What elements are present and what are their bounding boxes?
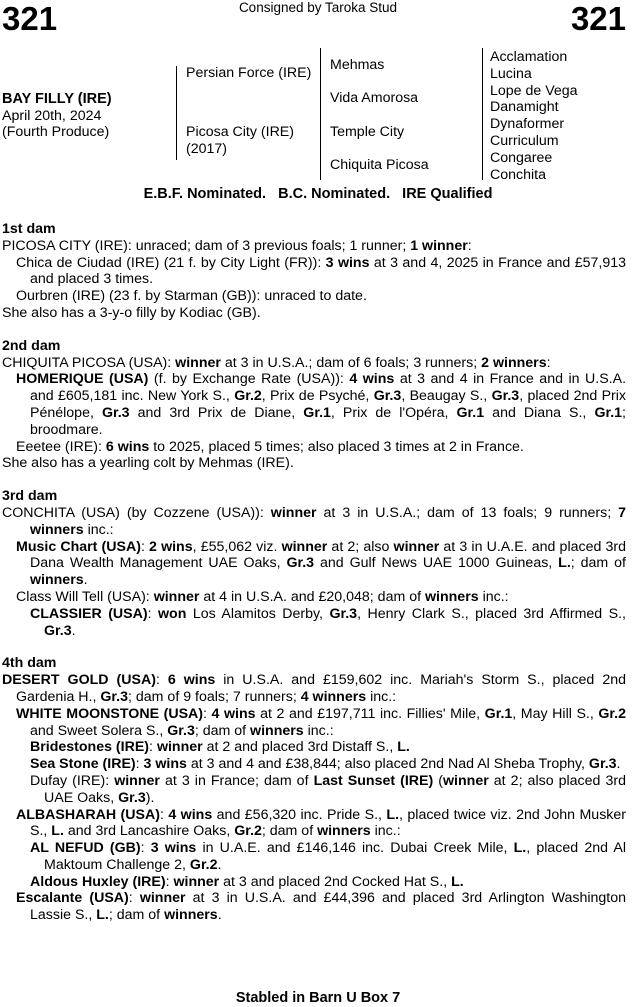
section-heading-1st-dam: 1st dam bbox=[2, 221, 56, 237]
horse-dob: April 20th, 2024 bbox=[2, 108, 102, 124]
produce-entry: WHITE MOONSTONE (USA): 4 wins at 2 and £197,711 inc. Fillies' Mile, Gr.1, May Hill S., Gr.2 and Sweet Solera S., Gr.3; dam of winners inc.: bbox=[16, 705, 626, 739]
produce-entry: AL NEFUD (GB): 3 wins in U.A.E. and £146,146 inc. Dubai Creek Mile, L., placed 2nd Al Maktoum Challenge 2, Gr.2. bbox=[30, 840, 627, 873]
produce-entry: Sea Stone (IRE): 3 wins at 3 and 4 and £38,844; also placed 2nd Nad Al Sheba Trophy, Gr.3. bbox=[30, 756, 621, 773]
produce-entry: HOMERIQUE (USA) (f. by Exchange Rate (USA)): 4 wins at 3 and 4 in France and in U.S.A. and £605,181 inc. New York S., Gr.2, Prix de Psyché, Gr.3, Beaugay S., Gr.3, placed 2nd Prix Pénélope, Gr.3 and 3rd Prix de Diane, Gr.1, Prix de l'Opéra, Gr.1 and Diana S., Gr.1; broodmare. bbox=[16, 371, 627, 438]
produce-entry: Eeetee (IRE): 6 wins to 2025, placed 5 times; also placed 3 times at 2 in France. bbox=[16, 438, 524, 455]
produce-entry: She also has a 3-y-o filly by Kodiac (GB). bbox=[2, 304, 261, 321]
produce-entry: Dufay (IRE): winner at 3 in France; dam of Last Sunset (IRE) (winner at 2; also placed 3rd UAE Oaks, Gr.3). bbox=[30, 772, 626, 806]
pedigree-line-1 bbox=[176, 66, 177, 160]
consignor: Consigned by Taroka Stud bbox=[238, 0, 398, 15]
pedigree-line-3 bbox=[482, 48, 483, 180]
gen3-item: Acclamation bbox=[490, 49, 568, 65]
lot-number-right: 321 bbox=[570, 0, 626, 37]
dam-entry: CHIQUITA PICOSA (USA): winner at 3 in U.S.A.; dam of 6 foals; 3 runners; 2 winners: bbox=[2, 354, 551, 371]
lot-number-left: 321 bbox=[2, 0, 58, 37]
pedigree-dam-dam: Chiquita Picosa bbox=[330, 157, 429, 173]
pedigree-dam-sire: Temple City bbox=[330, 124, 405, 140]
catalogue-body bbox=[2, 221, 626, 924]
pedigree-sire-dam: Vida Amorosa bbox=[330, 90, 419, 106]
pedigree-line-2 bbox=[320, 48, 321, 180]
produce-entry: Bridestones (IRE): winner at 2 and placed 3rd Distaff S., L. bbox=[30, 739, 410, 756]
produce-entry: Chica de Ciudad (IRE) (21 f. by City Light (FR)): 3 wins at 3 and 4, 2025 in France and £57,913 and placed 3 times. bbox=[16, 254, 626, 288]
gen3-item: Curriculum bbox=[490, 132, 559, 149]
section-heading-2nd-dam: 2nd dam bbox=[2, 337, 61, 354]
section-heading-4th-dam: 4th dam bbox=[2, 655, 57, 672]
dam-entry: DESERT GOLD (USA): 6 wins in U.S.A. and £159,602 inc. Mariah's Storm S., placed 2nd Gardenia H., Gr.3; dam of 9 foals; 7 runners; 4 winners inc.: bbox=[2, 672, 626, 705]
produce-entry: ALBASHARAH (USA): 4 wins and £56,320 inc. Pride S., L., placed twice viz. 2nd John Musker S., L. and 3rd Lancashire Oaks, Gr.2; dam of winners inc.: bbox=[16, 806, 626, 840]
pedigree-sire: Persian Force (IRE) bbox=[186, 65, 312, 81]
section-heading-3rd-dam: 3rd dam bbox=[2, 488, 58, 505]
produce-entry: Ourbren (IRE) (23 f. by Starman (GB)): unraced to date. bbox=[16, 288, 367, 305]
pedigree-dam: Picosa City (IRE) (2017) bbox=[186, 124, 294, 157]
produce-entry: Music Chart (USA): 2 wins, £55,062 viz. winner at 2; also winner at 3 in U.A.E. and placed 3rd Dana Wealth Management UAE Oaks, Gr.3 and Gulf News UAE 1000 Guineas, L.; dam of winners. bbox=[16, 538, 627, 589]
nominations: E.B.F. Nominated. B.C. Nominated. IRE Qualified bbox=[143, 186, 493, 202]
gen3-item: Conchita bbox=[490, 166, 546, 183]
gen3-item: Lope de Vega bbox=[490, 82, 578, 99]
gen3-item: Congaree bbox=[490, 149, 553, 166]
produce-entry: She also has a yearling colt by Mehmas (IRE). bbox=[2, 455, 294, 472]
horse-name: BAY FILLY (IRE) bbox=[2, 91, 112, 107]
dam-entry: CONCHITA (USA) (by Cozzene (USA)): winner at 3 in U.S.A.; dam of 13 foals; 9 runners; 7 winners inc.: bbox=[2, 504, 627, 538]
gen3-item: Lucina bbox=[490, 65, 532, 82]
pedigree-sire-sire: Mehmas bbox=[330, 57, 385, 73]
gen3-item: Danamight bbox=[490, 99, 559, 116]
produce-entry: Escalante (USA): winner at 3 in U.S.A. and £44,396 and placed 3rd Arlington Washington Lassie S., L.; dam of winners. bbox=[16, 890, 626, 924]
horse-produce: (Fourth Produce) bbox=[2, 124, 110, 140]
dam-entry: PICOSA CITY (IRE): unraced; dam of 3 previous foals; 1 runner; 1 winner: bbox=[2, 237, 472, 254]
stabling-footer: Stabled in Barn U Box 7 bbox=[235, 990, 401, 1006]
produce-entry: Class Will Tell (USA): winner at 4 in U.S.A. and £20,048; dam of winners inc.: bbox=[16, 588, 509, 605]
produce-entry: CLASSIER (USA): won Los Alamitos Derby, Gr.3, Henry Clark S., placed 3rd Affirmed S., Gr.3. bbox=[30, 605, 626, 639]
produce-entry: Aldous Huxley (IRE): winner at 3 and placed 2nd Cocked Hat S., L. bbox=[30, 873, 464, 890]
gen3-item: Dynaformer bbox=[490, 116, 565, 133]
pedigree-gen3 bbox=[490, 49, 578, 183]
